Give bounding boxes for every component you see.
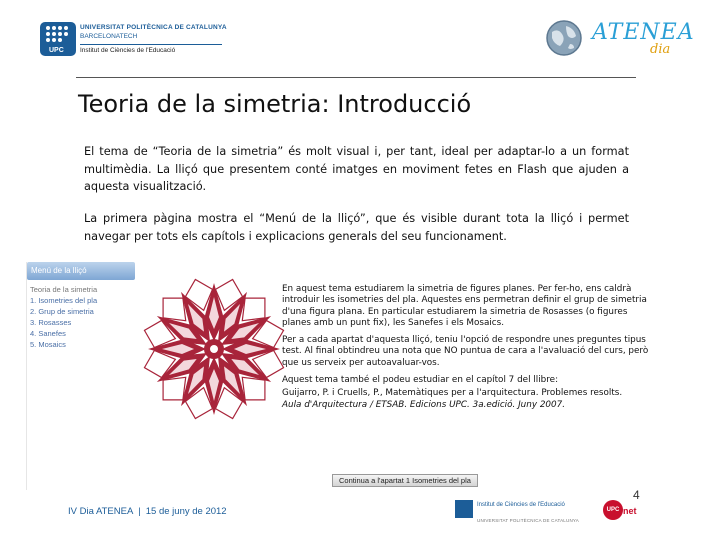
lesson-menu-item[interactable]: 4. Sanefes bbox=[30, 329, 66, 338]
lesson-reference-2: Aula d'Arquitectura / ETSAB. Edicions UPC. 3a.edició. Juny 2007. bbox=[282, 399, 566, 410]
lesson-menu-title[interactable]: Teoria de la simetria bbox=[30, 285, 98, 294]
university-name: UNIVERSITAT POLITÈCNICA DE CATALUNYA bbox=[80, 24, 227, 31]
rosette-shape bbox=[210, 345, 218, 353]
lesson-reference-1: Guijarro, P. i Cruells, P., Matemàtiques per a l'arquitectura. Problemes resolts. bbox=[282, 388, 623, 399]
lesson-screenshot bbox=[26, 262, 676, 490]
ice-logo-sub: UNIVERSITAT POLITÈCNICA DE CATALUNYA bbox=[477, 518, 579, 523]
slide-paragraph-2: La primera pàgina mostra el “Menú de la lliçó”, que és visible durant tota la lliçó i permet navegar per tots els capítols i explicacions generals del seu funcionament. bbox=[84, 212, 629, 243]
institute-name: Institut de Ciències de l'Educació bbox=[80, 47, 176, 54]
atenea-word: ATENEA bbox=[592, 20, 695, 45]
lesson-text-intro: En aquest tema estudiarem la simetria de figures planes. Per fer-ho, ens caldrà introduir les isometries del pla. Aquestes ens permetran definir el grup de simetria d'una figura plana. En particular estudiarem la simetria de Rosasses (o figures planes amb un punt fix), les Sanefes i els Mosaics. bbox=[282, 284, 647, 328]
slide-paragraph-1: El tema de “Teoria de la simetria” és molt visual i, per tant, ideal per adaptar-lo a un format multimèdia. La lliçó que presentem conté imatges en moviment fetes en Flash que ajuden a aquesta visualització. bbox=[84, 145, 629, 193]
upc-logo-label: UPC bbox=[49, 47, 64, 54]
footer-event: IV Dia ATENEA bbox=[68, 506, 134, 517]
lesson-menu-item[interactable]: 3. Rosasses bbox=[30, 318, 72, 327]
lesson-menu-list bbox=[30, 284, 97, 350]
footer-caption bbox=[68, 506, 227, 517]
upcnet-circle: UPC bbox=[603, 500, 623, 520]
rosette-image bbox=[139, 274, 289, 424]
lesson-text-test: Per a cada apartat d'aquesta lliçó, teniu l'opció de respondre unes preguntes tipus test. Al final obtindreu una nota que NO puntua de cara a l'avaluació del curs, però que us serveix per autoavaluar-vos. bbox=[282, 335, 649, 368]
lesson-menu bbox=[27, 262, 135, 490]
globe-icon bbox=[544, 18, 584, 58]
atenea-dia: dia bbox=[650, 42, 671, 57]
lesson-text bbox=[282, 284, 657, 411]
ice-logo-label: Institut de Ciències de l'Educació bbox=[477, 502, 565, 508]
university-subname: BARCELONATECH bbox=[80, 32, 138, 40]
footer-separator: | bbox=[138, 506, 141, 517]
lesson-menu-header: Menú de la lliçó bbox=[27, 262, 135, 280]
ice-logo-mark bbox=[455, 500, 473, 518]
atenea-logo bbox=[540, 14, 695, 64]
lesson-text-book: Aquest tema també el podeu estudiar en el capítol 7 del llibre: bbox=[282, 375, 559, 386]
lesson-menu-item[interactable]: 1. Isometries del pla bbox=[30, 296, 98, 305]
ice-logo bbox=[455, 500, 595, 526]
footer-date: 15 de juny de 2012 bbox=[145, 506, 227, 517]
lesson-menu-item[interactable]: 2. Grup de simetria bbox=[30, 307, 94, 316]
university-header bbox=[80, 25, 227, 55]
page-number: 4 bbox=[633, 488, 640, 502]
header-rule bbox=[80, 44, 222, 45]
upcnet-text: net bbox=[623, 506, 637, 516]
upc-logo bbox=[40, 22, 76, 56]
upcnet-logo bbox=[603, 498, 643, 526]
header-divider bbox=[76, 77, 636, 78]
slide-title: Teoria de la simetria: Introducció bbox=[78, 90, 472, 118]
continue-button[interactable]: Continua a l'apartat 1 Isometries del pla bbox=[332, 474, 478, 487]
lesson-menu-item[interactable]: 5. Mosaics bbox=[30, 340, 66, 349]
